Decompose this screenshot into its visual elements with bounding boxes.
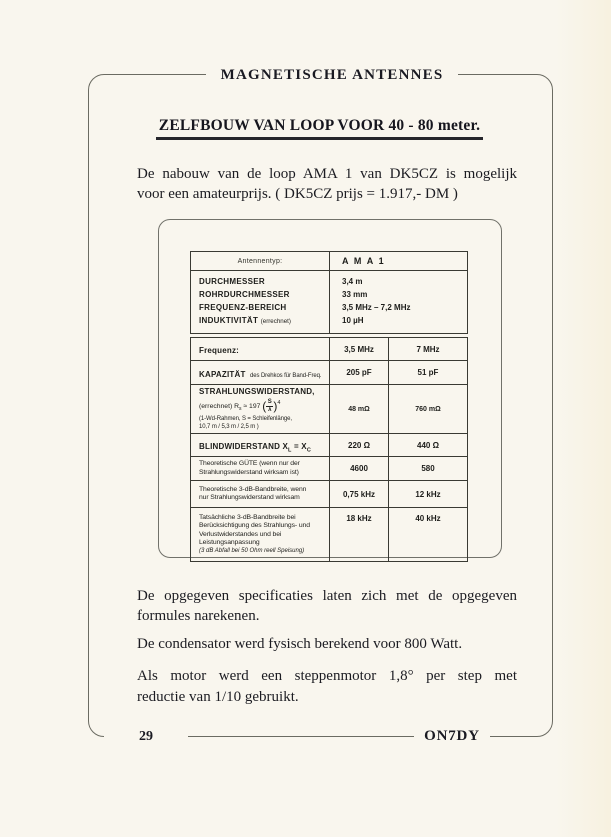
paragraph-specificaties [137, 586, 517, 626]
frequency-spec-table [190, 337, 468, 562]
kapazitaet-label-cell [191, 361, 330, 385]
blind-label-mid: = X [291, 442, 307, 451]
blind-label-cell [191, 434, 330, 457]
spec-tables [190, 251, 469, 562]
table-row-guete [191, 457, 468, 481]
theo-bw-label-cell [191, 481, 330, 508]
tats-bw-label-line-2: Berücksichtigung des Strahlungs- und [199, 522, 310, 530]
guete-label-line-2: Strahlungswiderstand wirksam ist) [199, 468, 299, 476]
article-title-wrap [88, 117, 551, 140]
tats-bw-note: (3 dB Abfall bei 50 Ohm reell Speisung) [199, 547, 305, 554]
table-row-theoretische-bandbreite [191, 481, 468, 508]
theo-bw-value-2: 12 kHz [389, 481, 468, 508]
strahlung-note-1: (1-Wd-Rahmen, S = Schleifenlänge, [199, 416, 292, 422]
blind-label-prefix: BLINDWIDERSTAND X [199, 442, 289, 451]
blind-value-1: 220 Ω [330, 434, 389, 457]
theo-bw-label-line-2: nur Strahlungswiderstand wirksam [199, 494, 300, 501]
spec-label-durchmesser: DURCHMESSER [199, 277, 265, 286]
guete-label-cell [191, 457, 330, 481]
blind-label [199, 442, 312, 454]
kapazitaet-label: KAPAZITÄT [199, 369, 246, 379]
theo-bw-label-line-1: Theoretische 3-dB-Bandbreite, wenn [199, 485, 307, 493]
formula-subscript: s [239, 406, 242, 413]
spec-value-rohrdurchmesser: 33 mm [342, 290, 368, 299]
guete-label-line-1: Theoretische GÜTE (wenn nur der [199, 460, 300, 468]
formula-prefix: (errechnet) R [199, 402, 240, 410]
paragraph-motor-line-1: Als motor werd een steppenmotor 1,8° per step met [137, 668, 517, 684]
frequenz-value-1: 3,5 MHz [330, 338, 389, 361]
tats-bw-value-1: 18 kHz [330, 508, 389, 562]
antenna-type-label: Antennentyp: [191, 252, 330, 271]
paragraph-specificaties-line-2: formules narekenen. [137, 608, 260, 624]
footer-author-callsign: ON7DY [414, 725, 490, 748]
spec-label-induktivitaet-note: (errechnet) [260, 318, 291, 325]
strahlung-value-2: 760 mΩ [389, 385, 468, 434]
spec-values-cell [330, 271, 468, 334]
kapazitaet-value-2: 51 pF [389, 361, 468, 385]
spec-label-rohrdurchmesser: ROHRDURCHMESSER [199, 290, 290, 299]
frequenz-label-cell [191, 338, 330, 361]
formula-close-paren: ) [273, 399, 278, 413]
tats-bw-label-cell [191, 508, 330, 562]
frequenz-value-2: 7 MHz [389, 338, 468, 361]
guete-value-1: 4600 [330, 457, 389, 481]
kapazitaet-note: des Drehkos für Band-Freq. [250, 372, 322, 379]
paragraph-motor [137, 666, 517, 708]
tats-bw-label-line-4: Leistungsanpassung [199, 539, 260, 547]
scan-edge-tint [555, 0, 611, 837]
paragraph-motor-line-2: reductie van 1/10 gebruikt. [137, 689, 299, 705]
article-title: ZELFBOUW VAN LOOP VOOR 40 - 80 meter. [156, 117, 483, 140]
table-row-frequenz [191, 338, 468, 361]
paragraph-condensator [137, 634, 517, 654]
blind-sub-l: L [288, 447, 292, 454]
tats-bw-label-line-1: Tatsächliche 3-dB-Bandbreite bei [199, 513, 296, 521]
blind-sub-c: C [306, 447, 312, 454]
strahlung-title: STRAHLUNGSWIDERSTAND, [199, 387, 315, 396]
tats-bw-label-line-3: Verlustwiderstandes und bei [199, 530, 282, 538]
formula-open-paren: ( [262, 399, 267, 413]
table-row-blindwiderstand [191, 434, 468, 457]
antenna-type-value: A M A 1 [330, 252, 468, 271]
table-row-antenna-type [191, 252, 468, 271]
fraction-numerator: S [267, 399, 272, 405]
spec-value-frequenzbereich: 3,5 MHz – 7,2 MHz [342, 303, 411, 312]
fraction-denominator: λ [268, 407, 272, 413]
spec-value-induktivitaet: 10 µH [342, 316, 364, 325]
paragraph-condensator-line: De condensator werd fysisch berekend voor 800 Watt. [137, 636, 463, 652]
strahlung-label-cell [191, 385, 330, 434]
formula-mid: ≈ 197 [241, 402, 263, 410]
spec-label-induktivitaet-text: INDUKTIVITÄT [199, 316, 259, 325]
spec-label-frequenzbereich: FREQUENZ-BEREICH [199, 303, 287, 312]
table-row-kapazitaet [191, 361, 468, 385]
table-row-main-specs [191, 271, 468, 334]
table-row-tatsaechliche-bandbreite [191, 508, 468, 562]
spec-value-durchmesser: 3,4 m [342, 277, 363, 286]
page-header-title: MAGNETISCHE ANTENNES [206, 64, 458, 86]
paragraph-specificaties-line-1: De opgegeven specificaties laten zich met de opgegeven [137, 588, 517, 604]
frequenz-label: Frequenz: [199, 346, 240, 355]
strahlung-value-1: 48 mΩ [330, 385, 389, 434]
intro-line-2: voor een amateurprijs. ( DK5CZ prijs = 1.917,- DM ) [137, 186, 458, 202]
spec-label-induktivitaet [191, 314, 329, 328]
theo-bw-value-1: 0,75 kHz [330, 481, 389, 508]
strahlung-note-2: 10,7 m / 5,3 m / 2,5 m ) [199, 423, 259, 430]
footer-page-number: 29 [104, 726, 188, 748]
tats-bw-value-2: 40 kHz [389, 508, 468, 562]
table-row-strahlungswiderstand [191, 385, 468, 434]
guete-value-2: 580 [389, 457, 468, 481]
kapazitaet-value-1: 205 pF [330, 361, 389, 385]
spec-labels-cell [191, 271, 330, 334]
antenna-type-table [190, 251, 468, 334]
spec-card [158, 219, 502, 558]
intro-paragraph [137, 164, 517, 204]
intro-line-1: De nabouw van de loop AMA 1 van DK5CZ is mogelijk [137, 166, 517, 182]
formula-exponent: 4 [277, 400, 281, 406]
blind-value-2: 440 Ω [389, 434, 468, 457]
strahlung-formula [199, 399, 327, 413]
